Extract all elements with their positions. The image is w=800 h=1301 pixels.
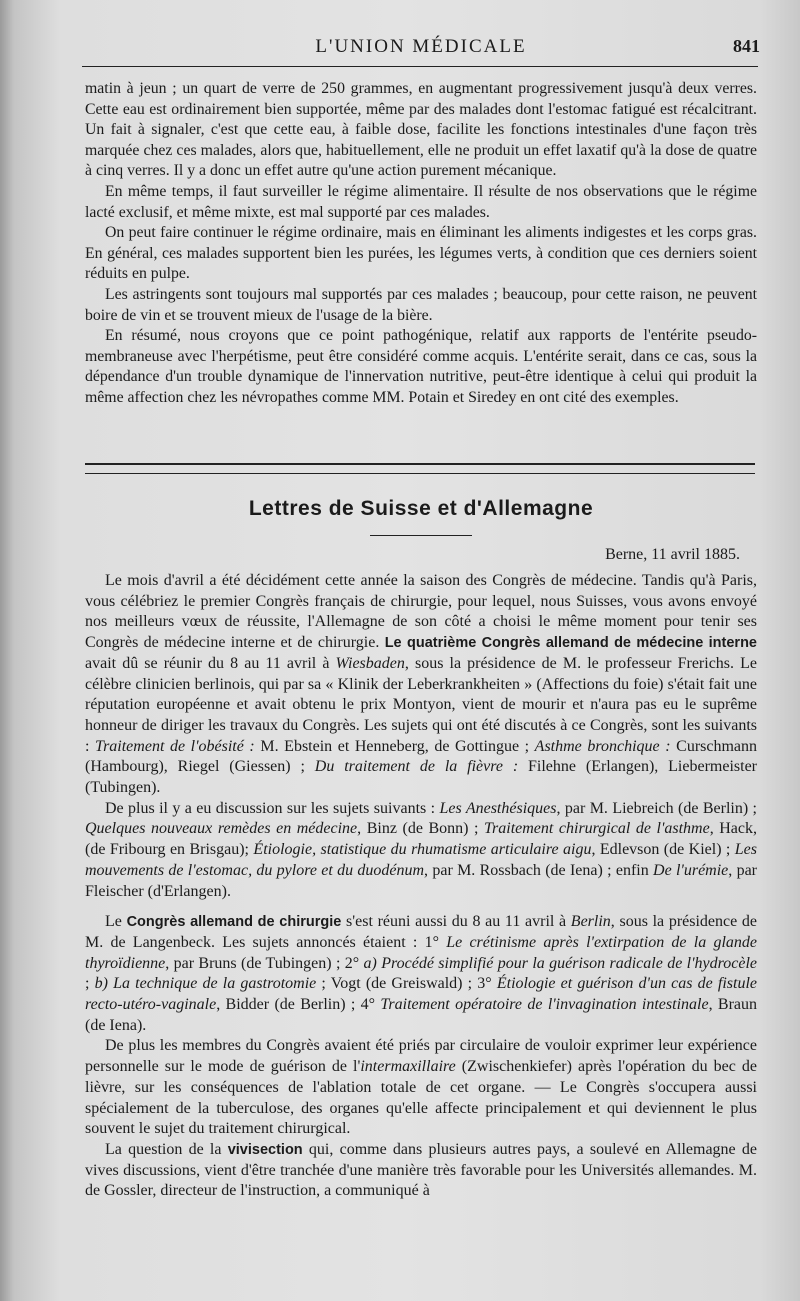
topic: Le crétinisme après l'extirpation de la glande thyroïdienne	[85, 933, 757, 972]
letter-body	[85, 571, 757, 1202]
topic: Traitement opératoire de l'invagination intestinale	[380, 996, 709, 1014]
title-rule	[370, 535, 472, 536]
running-title: L'UNION MÉDICALE	[315, 36, 527, 57]
text: , Bidder (de Berlin) ; 4°	[216, 996, 381, 1014]
paragraph-gap	[85, 902, 757, 912]
text: ;	[85, 975, 95, 993]
paragraph: matin à jeun ; un quart de verre de 250 grammes, en augmentant progressivement jusqu'à deux verres. Cette eau est ordinairement bien supportée, même par des malades dont l'estomac fatigué est récalcitrant. Un fait à signaler, c'est que cette eau, à faible dose, facilite les fonctions intestinales d'une façon très marquée chez ces malades, alors que, habituellement, elle ne produit un effet laxatif qu'à la dose de quatre à cinq verres. Il y a donc un effet autre qu'une action purement mécanique.	[85, 80, 757, 180]
text: (Zwischenkiefer) après l'opération du bec de lièvre, sur les conséquences de l'ablation totale de cet organe. — Le Congrès s'occupera aussi spécialement de la tuberculose, des organes qu'elle affecte principalement et qui deviennent le plus souvent le sujet du traitement chirurgical.	[85, 1058, 758, 1138]
topic: Traitement de l'obésité :	[95, 737, 255, 755]
paragraph	[85, 1140, 757, 1202]
topic: a) Procédé simplifié pour la guérison radicale de l'hydrocèle	[363, 954, 757, 972]
text: , par M. Liebreich (de Berlin) ;	[556, 799, 757, 817]
text: , sous la présidence de M. le professeur Frerichs. Le célèbre clinicien berlinois, qui par sa « Klinik der Leberkrankheiten » (Affections du foie) s'était fait une réputation européenne et avait obtenu le prix Montyon, vient de mourir et n'aura pas eu le suprême honneur de diriger les travaux du Congrès. Les sujets qui ont été discutés à ce Congrès, sont les suivants :	[85, 654, 757, 755]
text: De plus les membres du Congrès avaient été priés par circulaire de vouloir exprimer leur expérience personnelle sur le mode de guérison de l'	[85, 1037, 757, 1076]
text: , par M. Rossbach (de Iena) ; enfin	[424, 861, 654, 879]
paragraph: En résumé, nous croyons que ce point pathogénique, relatif aux rapports de l'entérite pseudo-membraneuse avec l'herpétisme, peut être considéré comme acquis. L'entérite serait, dans ce cas, sous la dépendance d'un trouble dynamique de l'innervation nutritive, peut-être identique à celui qui produit la même affection chez les névropathes comme MM. Potain et Siredey en ont cité des exemples.	[85, 327, 757, 406]
text: M. Ebstein et Henneberg, de Gottingue ;	[254, 737, 535, 755]
place: Wiesbaden	[335, 654, 405, 672]
section-separator	[85, 463, 755, 474]
section-title: Lettres de Suisse et d'Allemagne	[248, 497, 594, 520]
page-number: 841	[733, 36, 760, 56]
congress-name: Congrès allemand de chirurgie	[126, 914, 342, 931]
paragraph	[85, 571, 757, 799]
topic: Les Anesthésiques	[439, 799, 557, 817]
topic: b) La technique de la gastrotomie	[94, 975, 317, 993]
topic: Étiologie, statistique du rhumatisme articulaire aigu	[253, 841, 592, 859]
congress-name: Le quatrième Congrès allemand de médecine interne	[384, 635, 757, 652]
text: De plus il y a eu discussion sur les sujets suivants :	[105, 799, 440, 817]
paragraph	[85, 912, 757, 1036]
text: Le	[105, 913, 127, 931]
dateline: Berne, 11 avril 1885.	[605, 546, 740, 563]
text: , Braun (de Iena).	[85, 996, 758, 1034]
paragraph: Les astringents sont toujours mal supportés par ces malades ; beaucoup, pour cette raison, ne peuvent boire de vin et se trouvent mieux de l'usage de la bière.	[85, 285, 757, 324]
text: , par Bruns (de Tubingen) ; 2°	[165, 954, 364, 972]
paragraph: En même temps, il faut surveiller le régime alimentaire. Il résulte de nos observations que le régime lacté exclusif, et même mixte, est mal supporté par ces malades.	[85, 182, 757, 221]
topic: Les mouvements de l'estomac, du pylore et du duodénum	[85, 841, 758, 879]
text: qui, comme dans plusieurs autres pays, a soulevé en Allemagne de vives discussions, vient d'être tranchée d'une manière très favorable pour les Universités allemandes. M. de Gossler, directeur de l'instruction, a communiqué à	[85, 1140, 757, 1200]
page-header	[82, 30, 760, 70]
paragraph	[85, 1036, 757, 1140]
text: , Edlevson (de Kiel) ;	[591, 841, 735, 859]
text: , Hack, (de Fribourg en Brisgau);	[85, 820, 758, 859]
paragraph	[85, 799, 757, 903]
header-rule	[82, 66, 758, 67]
text: Filehne (Erlangen), Liebermeister (Tubingen).	[85, 758, 757, 797]
place: Berlin	[570, 913, 611, 931]
term: intermaxillaire	[360, 1058, 456, 1076]
topic: Quelques nouveaux remèdes en médecine	[85, 820, 358, 838]
text: , par Fleischer (d'Erlangen).	[85, 861, 757, 900]
keyword: vivisection	[227, 1141, 303, 1158]
text: Curschmann (Hambourg), Riegel (Giessen) ;	[85, 737, 758, 776]
topic: Du traitement de la fièvre :	[314, 758, 519, 776]
article-continuation	[85, 79, 757, 409]
text: Le mois d'avril a été décidément cette année la saison des Congrès de médecine. Tandis qu'à Paris, vous célébriez le premier Congrès français de chirurgie, pour lequel, nous Suisses, vous avons envoyé nos meilleurs vœux de réussite, l'Allemagne de son côté a choisi le même moment pour tenir ses Congrès de médecine interne et de chirurgie.	[85, 572, 757, 652]
text: s'est réuni aussi du 8 au 11 avril à	[341, 913, 571, 931]
topic: Étiologie et guérison d'un cas de fistule recto-utéro-vaginale	[85, 975, 757, 1014]
text: ; Vogt (de Greiswald) ; 3°	[316, 975, 497, 993]
topic: De l'urémie	[653, 861, 729, 879]
text: , sous la présidence de M. de Langenbeck. Les sujets annoncés étaient : 1°	[85, 913, 758, 951]
topic: Traitement chirurgical de l'asthme	[484, 820, 710, 838]
topic: Asthme bronchique :	[534, 737, 671, 755]
text: avait dû se réunir du 8 au 11 avril à	[85, 654, 336, 672]
text: , Binz (de Bonn) ;	[357, 820, 485, 838]
paragraph: On peut faire continuer le régime ordinaire, mais en éliminant les aliments indigestes et les corps gras. En général, ces malades supportent bien les purées, les légumes verts, à condition que ces derniers soient réduits en pulpe.	[85, 224, 757, 283]
text: La question de la	[105, 1140, 228, 1158]
